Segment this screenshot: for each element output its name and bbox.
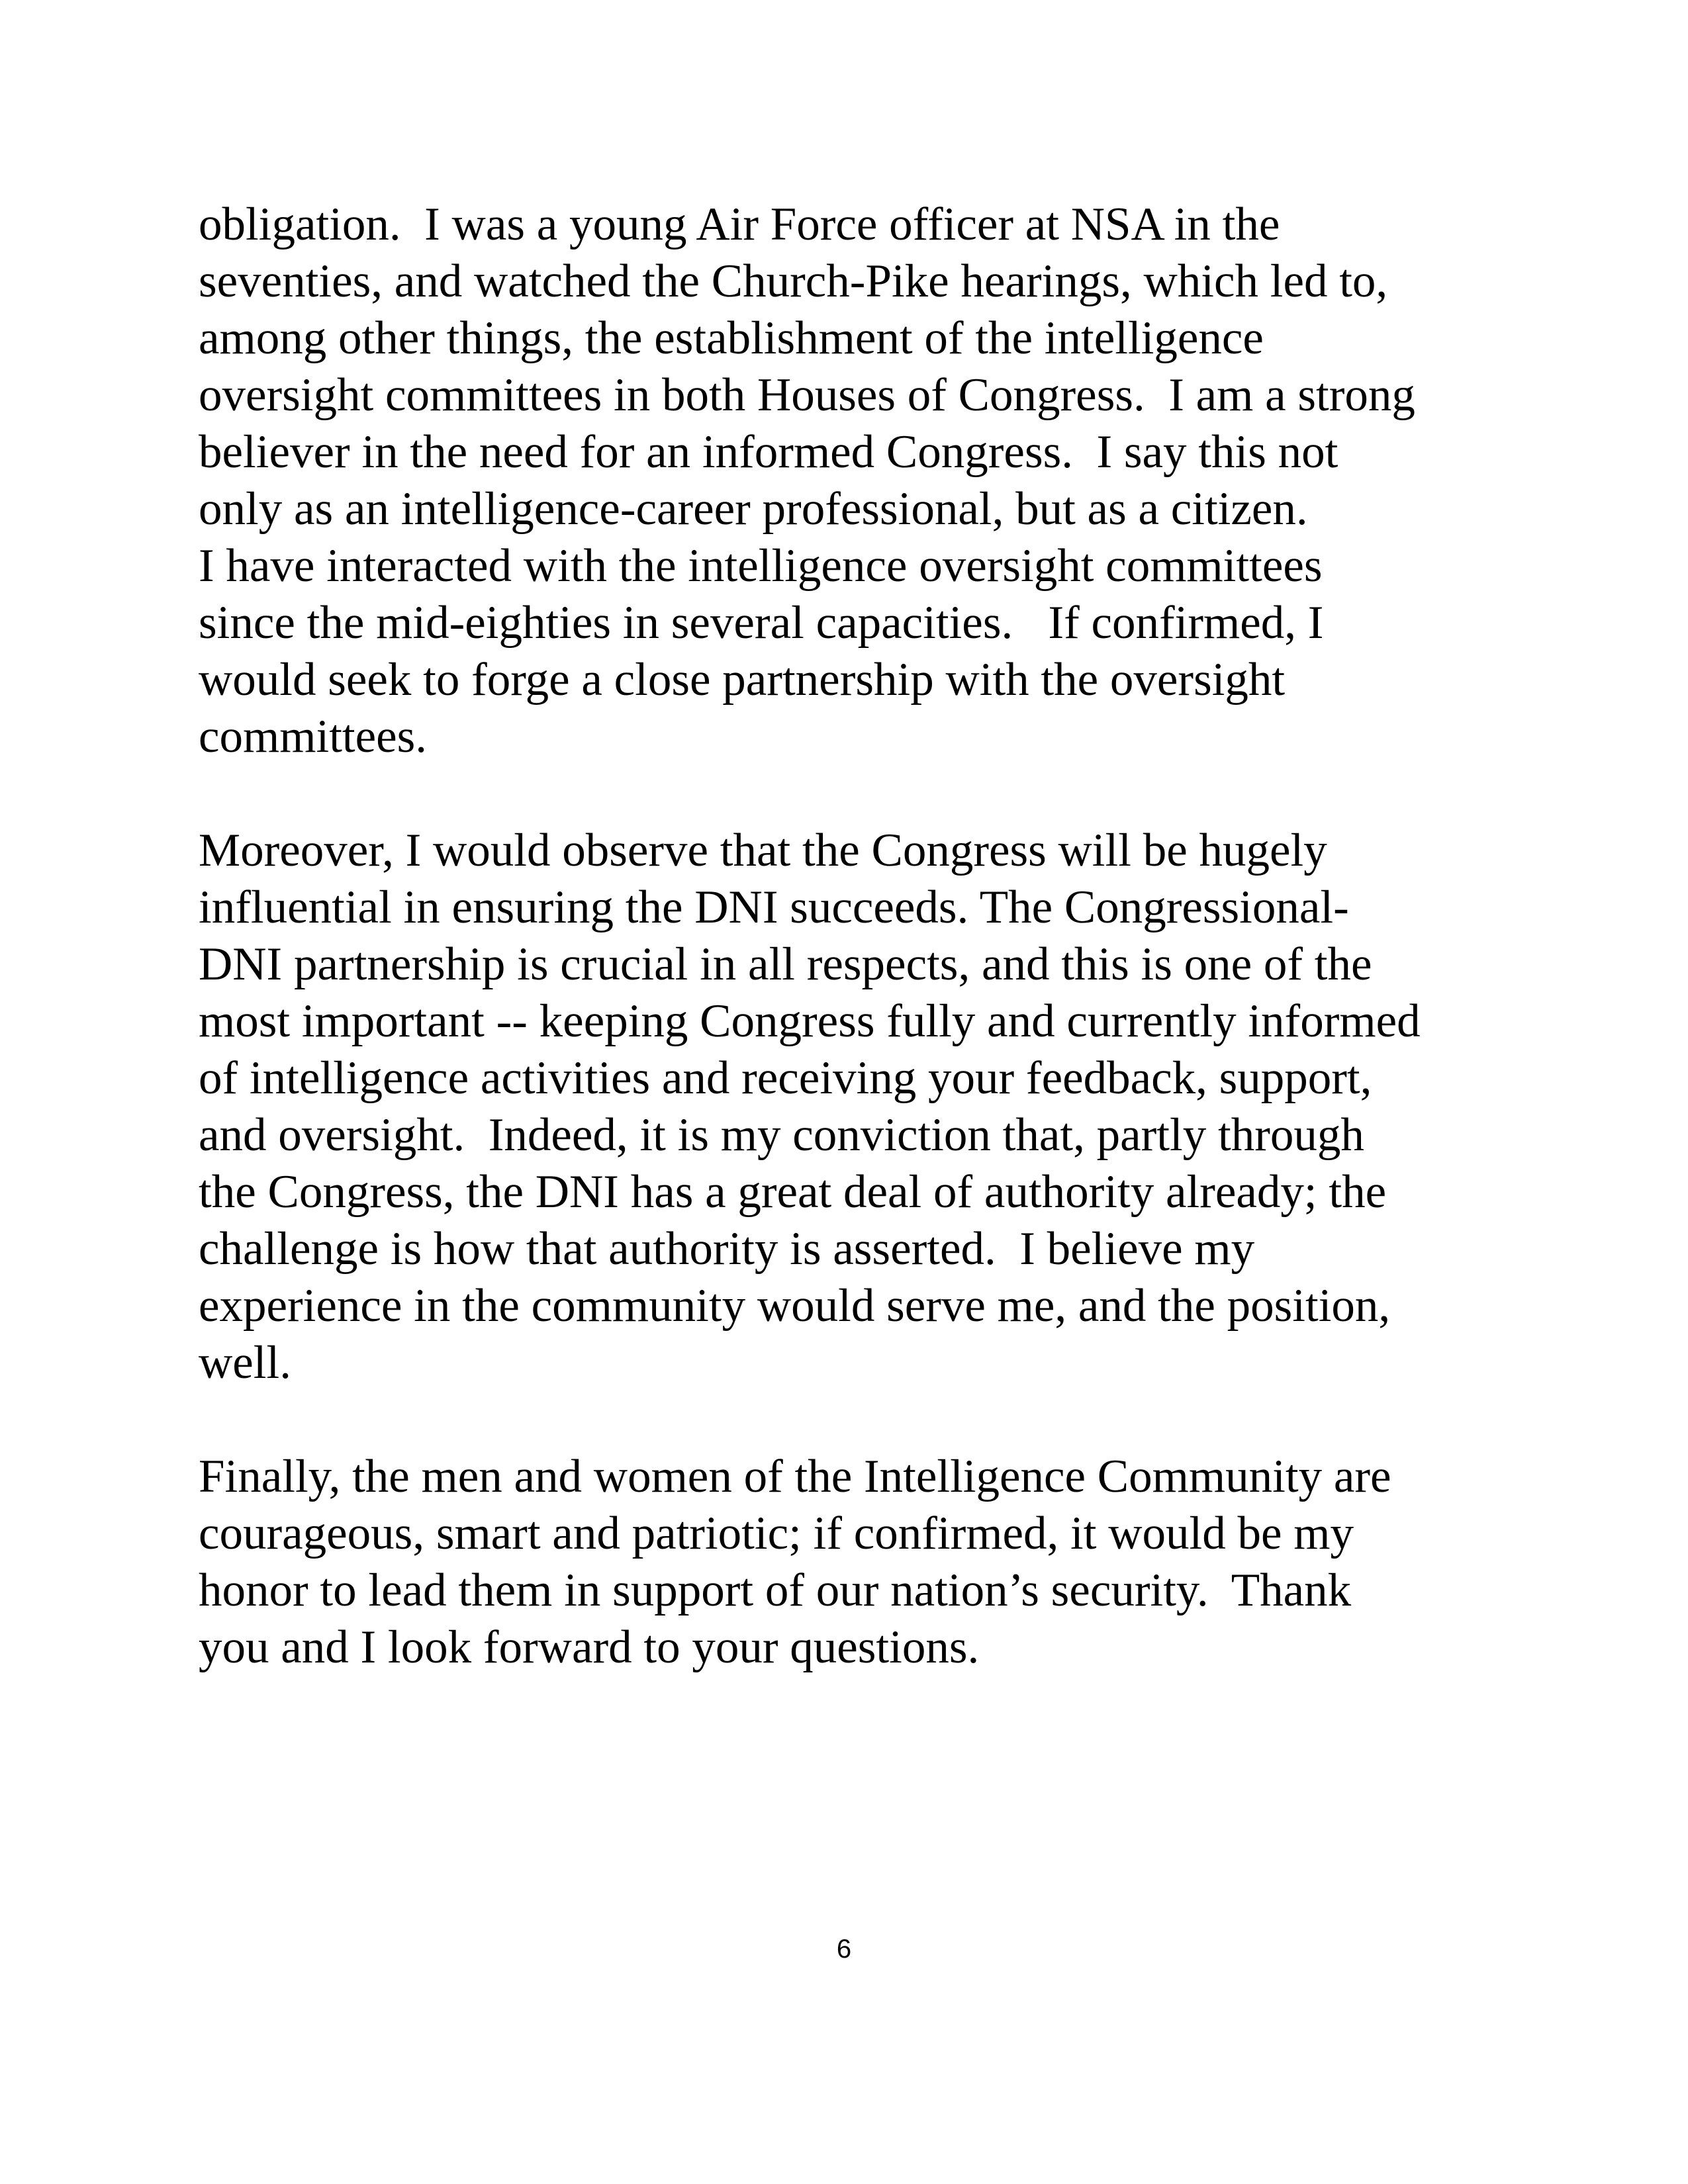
paragraph-line: only as an intelligence-career professional, but as a citizen.	[199, 483, 1308, 535]
paragraph-line: experience in the community would serve me, and the position,	[199, 1280, 1391, 1332]
paragraph-line: obligation. I was a young Air Force officer at NSA in the	[199, 199, 1280, 250]
paragraph-line: the Congress, the DNI has a great deal of authority already; the	[199, 1166, 1387, 1218]
paragraph-line: courageous, smart and patriotic; if confirmed, it would be my	[199, 1508, 1354, 1559]
paragraph-line: DNI partnership is crucial in all respects, and this is one of the	[199, 938, 1372, 990]
paragraph-line: committees.	[199, 711, 428, 762]
paragraph-line: honor to lead them in support of our nation’s security. Thank	[199, 1565, 1352, 1616]
paragraph-line: would seek to forge a close partnership with the oversight	[199, 654, 1286, 705]
paragraph-line: Finally, the men and women of the Intelligence Community are	[199, 1451, 1391, 1502]
paragraph-line: well.	[199, 1337, 291, 1388]
paragraph-line: challenge is how that authority is asserted. I believe my	[199, 1223, 1255, 1275]
paragraph-1	[199, 196, 1523, 765]
paragraph-line: you and I look forward to your questions.	[199, 1621, 980, 1673]
paragraph-line: oversight committees in both Houses of Congress. I am a strong	[199, 369, 1415, 421]
paragraph-line: since the mid-eighties in several capacities. If confirmed, I	[199, 597, 1324, 649]
paragraph-line: among other things, the establishment of the intelligence	[199, 312, 1264, 364]
paragraph-line: seventies, and watched the Church-Pike hearings, which led to,	[199, 255, 1388, 307]
page-number: 6	[836, 1934, 852, 1964]
paragraph-line: I have interacted with the intelligence oversight committees	[199, 540, 1323, 592]
document-body	[199, 196, 1523, 1733]
paragraph-line: and oversight. Indeed, it is my conviction that, partly through	[199, 1109, 1364, 1161]
paragraph-line: Moreover, I would observe that the Congress will be hugely	[199, 825, 1327, 876]
paragraph-line: most important -- keeping Congress fully and currently informed	[199, 995, 1421, 1047]
paragraph-line: of intelligence activities and receiving your feedback, support,	[199, 1052, 1372, 1104]
paragraph-2	[199, 822, 1523, 1391]
paragraph-line: influential in ensuring the DNI succeeds. The Congressional-	[199, 882, 1349, 933]
paragraph-3	[199, 1448, 1523, 1676]
paragraph-line: believer in the need for an informed Congress. I say this not	[199, 426, 1338, 478]
